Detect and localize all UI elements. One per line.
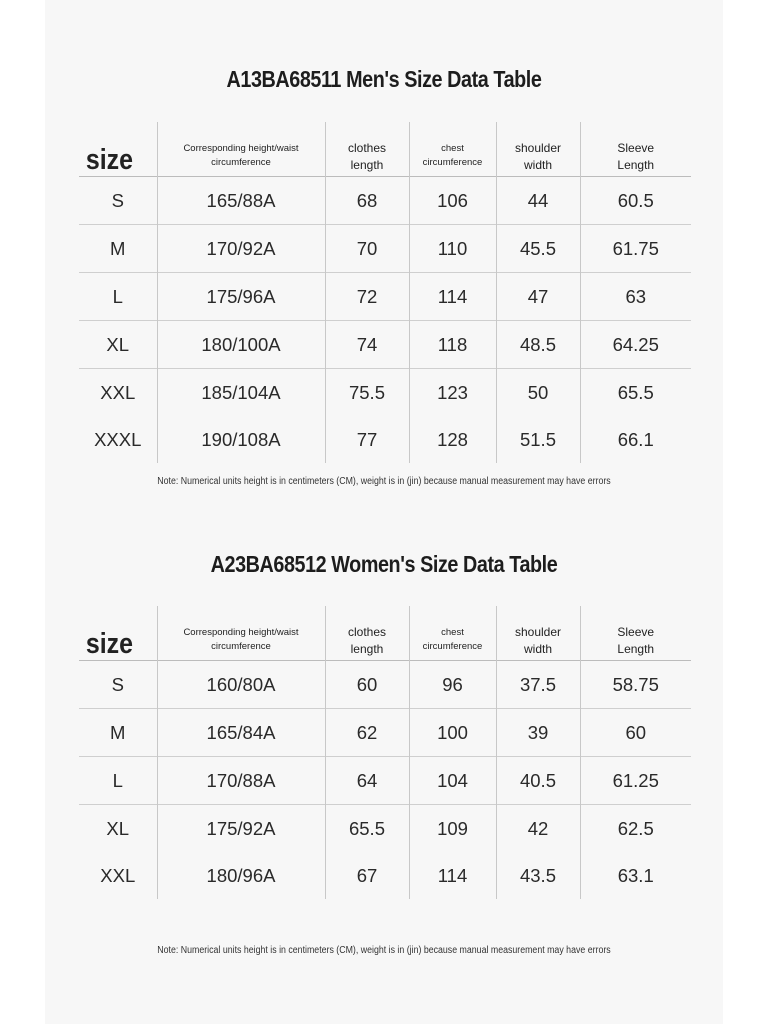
cell-shoulder: 42 — [496, 805, 580, 853]
header-chest — [409, 606, 496, 661]
cell-size: S — [79, 177, 157, 225]
table-row — [79, 709, 691, 757]
cell-shoulder: 39 — [496, 709, 580, 757]
header-clothes-length-label: clothes length — [347, 625, 387, 656]
header-shoulder — [496, 606, 580, 661]
cell-shoulder: 51.5 — [496, 416, 580, 463]
men-table-note: Note: Numerical units height is in centimeters (CM), weight is in (jin) because manual measurement may have errors — [157, 476, 611, 487]
header-clothes-length — [325, 606, 409, 661]
cell-sleeve: 60.5 — [580, 177, 691, 225]
cell-sleeve: 66.1 — [580, 416, 691, 463]
table-row — [79, 416, 691, 463]
cell-clothes-length: 75.5 — [325, 369, 409, 417]
cell-chest: 100 — [409, 709, 496, 757]
cell-clothes-length: 60 — [325, 661, 409, 709]
header-height-waist — [157, 122, 325, 177]
cell-size: XL — [79, 321, 157, 369]
header-chest-label: chest circumference — [422, 627, 483, 652]
table-row — [79, 225, 691, 273]
cell-chest: 106 — [409, 177, 496, 225]
cell-clothes-length: 65.5 — [325, 805, 409, 853]
cell-chest: 118 — [409, 321, 496, 369]
table-row — [79, 177, 691, 225]
table-row — [79, 661, 691, 709]
header-height-waist — [157, 606, 325, 661]
men-table-title: A13BA68511 Men's Size Data Table — [226, 66, 542, 92]
header-shoulder — [496, 122, 580, 177]
cell-chest: 104 — [409, 757, 496, 805]
cell-height-waist: 165/88A — [157, 177, 325, 225]
cell-chest: 110 — [409, 225, 496, 273]
table-row — [79, 805, 691, 853]
header-clothes-length — [325, 122, 409, 177]
header-row — [79, 606, 691, 661]
table-row — [79, 757, 691, 805]
cell-shoulder: 47 — [496, 273, 580, 321]
cell-size: XXL — [79, 369, 157, 417]
cell-height-waist: 180/100A — [157, 321, 325, 369]
cell-sleeve: 63 — [580, 273, 691, 321]
cell-height-waist: 185/104A — [157, 369, 325, 417]
cell-shoulder: 44 — [496, 177, 580, 225]
cell-size: L — [79, 757, 157, 805]
men-size-table — [79, 122, 691, 463]
women-table-title: A23BA68512 Women's Size Data Table — [210, 551, 558, 577]
cell-sleeve: 65.5 — [580, 369, 691, 417]
cell-clothes-length: 64 — [325, 757, 409, 805]
header-height-waist-label: Corresponding height/waist circumference — [183, 143, 299, 168]
cell-shoulder: 37.5 — [496, 661, 580, 709]
cell-chest: 123 — [409, 369, 496, 417]
cell-shoulder: 43.5 — [496, 852, 580, 899]
cell-sleeve: 61.75 — [580, 225, 691, 273]
cell-size: XXL — [100, 864, 136, 886]
header-chest-label: chest circumference — [422, 143, 483, 168]
women-table-note: Note: Numerical units height is in centimeters (CM), weight is in (jin) because manual measurement may have errors — [157, 945, 611, 956]
cell-clothes-length: 70 — [325, 225, 409, 273]
cell-clothes-length: 72 — [325, 273, 409, 321]
table-row — [79, 273, 691, 321]
cell-height-waist: 175/96A — [157, 273, 325, 321]
cell-height-waist: 180/96A — [157, 852, 325, 899]
women-size-table — [79, 606, 691, 899]
cell-chest: 114 — [409, 852, 496, 899]
header-sleeve-label: Sleeve Length — [617, 625, 655, 656]
cell-shoulder: 40.5 — [496, 757, 580, 805]
cell-height-waist: 175/92A — [157, 805, 325, 853]
cell-size: L — [79, 273, 157, 321]
cell-height-waist: 170/88A — [157, 757, 325, 805]
table-row — [79, 321, 691, 369]
cell-shoulder: 50 — [496, 369, 580, 417]
cell-clothes-length: 62 — [325, 709, 409, 757]
cell-clothes-length: 74 — [325, 321, 409, 369]
cell-chest: 128 — [409, 416, 496, 463]
cell-height-waist: 160/80A — [157, 661, 325, 709]
cell-size: XXXL — [94, 428, 142, 450]
cell-height-waist: 165/84A — [157, 709, 325, 757]
header-size: size — [85, 144, 134, 176]
cell-sleeve: 58.75 — [580, 661, 691, 709]
cell-chest: 109 — [409, 805, 496, 853]
cell-shoulder: 45.5 — [496, 225, 580, 273]
cell-clothes-length: 77 — [325, 416, 409, 463]
header-clothes-length-label: clothes length — [347, 141, 387, 172]
cell-chest: 114 — [409, 273, 496, 321]
header-row — [79, 122, 691, 177]
header-sleeve-label: Sleeve Length — [617, 141, 655, 172]
cell-sleeve: 62.5 — [580, 805, 691, 853]
cell-clothes-length: 68 — [325, 177, 409, 225]
cell-size: XL — [79, 805, 157, 853]
table-row — [79, 369, 691, 417]
header-shoulder-label: shoulder width — [514, 625, 562, 656]
cell-sleeve: 60 — [580, 709, 691, 757]
header-height-waist-label: Corresponding height/waist circumference — [183, 627, 299, 652]
cell-chest: 96 — [409, 661, 496, 709]
header-sleeve — [580, 606, 691, 661]
header-sleeve — [580, 122, 691, 177]
header-chest — [409, 122, 496, 177]
cell-size: S — [79, 661, 157, 709]
cell-sleeve: 63.1 — [580, 852, 691, 899]
cell-sleeve: 61.25 — [580, 757, 691, 805]
size-chart-sheet — [45, 0, 723, 1024]
cell-height-waist: 170/92A — [157, 225, 325, 273]
cell-height-waist: 190/108A — [157, 416, 325, 463]
table-row — [79, 852, 691, 899]
cell-clothes-length: 67 — [325, 852, 409, 899]
cell-shoulder: 48.5 — [496, 321, 580, 369]
cell-size: M — [79, 225, 157, 273]
cell-size: M — [79, 709, 157, 757]
cell-sleeve: 64.25 — [580, 321, 691, 369]
header-shoulder-label: shoulder width — [514, 141, 562, 172]
header-size: size — [85, 628, 134, 660]
